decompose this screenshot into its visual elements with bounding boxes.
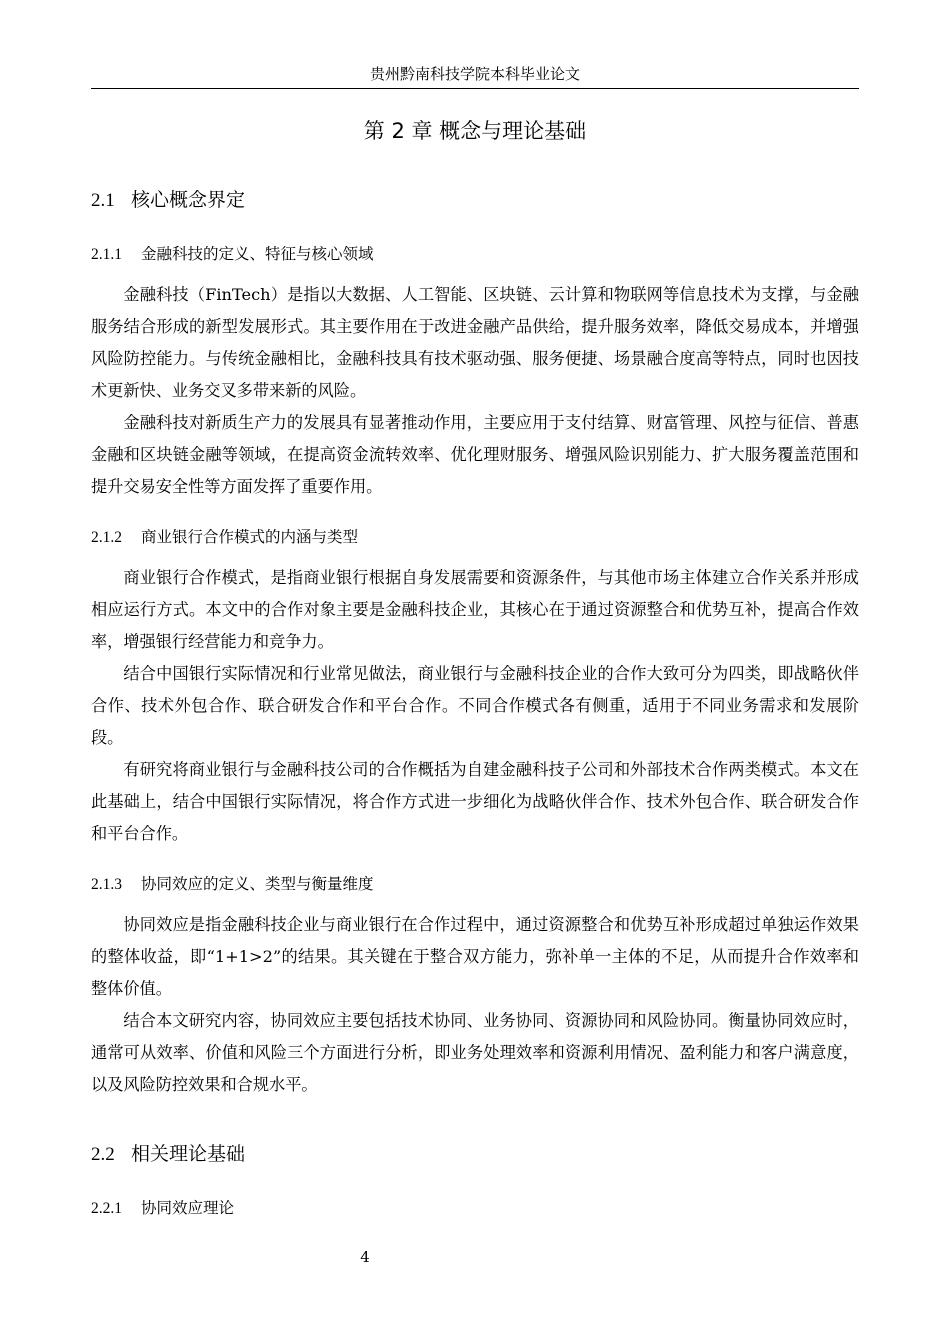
subsection-number: 2.1.3 [91,876,122,893]
section-heading-2-2 [91,1140,245,1169]
section-heading-2-1 [91,186,245,215]
chapter-title: 第 2 章 概念与理论基础 [363,119,587,143]
subsection-heading-2-1-3 [91,871,374,898]
section-number: 2.1 [91,190,115,211]
subsection-heading-2-2-1 [91,1195,234,1222]
paragraph: 金融科技对新质生产力的发展具有显著推动作用，主要应用于支付结算、财富管理、风控与征信、普惠金融和区块链金融等领域，在提高资金流转效率、优化理财服务、增强风险识别能力、扩大服务覆盖范围和提升交易安全性等方面发挥了重要作用。 [91,413,859,496]
running-header: 贵州黔南科技学院本科毕业论文 [369,65,580,83]
subsection-title: 金融科技的定义、特征与核心领域 [141,245,374,263]
section-title: 相关理论基础 [131,1143,246,1165]
subsection-title: 协同效应理论 [141,1199,235,1217]
paragraph: 金融科技（FinTech）是指以大数据、人工智能、区块链、云计算和物联网等信息技术为支撑，与金融服务结合形成的新型发展形式。其主要作用在于改进金融产品供给，提升服务效率，降低交易成本，并增强风险防控能力。与传统金融相比，金融科技具有技术驱动强、服务便捷、场景融合度高等特点，同时也因技术更新快、业务交叉多带来新的风险。 [91,285,859,400]
subsection-heading-2-1-1 [91,241,374,268]
section-number: 2.2 [91,1144,115,1165]
paragraph: 有研究将商业银行与金融科技公司的合作概括为自建金融科技子公司和外部技术合作两类模式。本文在此基础上，结合中国银行实际情况，将合作方式进一步细化为战略伙伴合作、技术外包合作、联合研发合作和平台合作。 [91,760,859,843]
subsection-heading-2-1-2 [91,524,358,551]
paragraph: 结合中国银行实际情况和行业常见做法，商业银行与金融科技企业的合作大致可分为四类，即战略伙伴合作、技术外包合作、联合研发合作和平台合作。不同合作模式各有侧重，适用于不同业务需求和发展阶段。 [91,664,859,747]
section-title: 核心概念界定 [131,189,246,211]
subsection-title: 商业银行合作模式的内涵与类型 [141,528,359,546]
header-rule [91,88,859,89]
subsection-number: 2.1.2 [91,529,122,546]
subsection-title: 协同效应的定义、类型与衡量维度 [141,875,374,893]
subsection-number: 2.2.1 [91,1200,122,1217]
page-number: 4 [360,1248,370,1266]
paragraph: 协同效应是指金融科技企业与商业银行在合作过程中，通过资源整合和优势互补形成超过单独运作效果的整体收益，即“1+1>2”的结果。其关键在于整合双方能力，弥补单一主体的不足，从而提升合作效率和整体价值。 [91,915,859,998]
paragraph: 结合本文研究内容，协同效应主要包括技术协同、业务协同、资源协同和风险协同。衡量协同效应时，通常可从效率、价值和风险三个方面进行分析，即业务处理效率和资源利用情况、盈利能力和客户满意度，以及风险防控效果和合规水平。 [91,1011,859,1094]
paragraph: 商业银行合作模式，是指商业银行根据自身发展需要和资源条件，与其他市场主体建立合作关系并形成相应运行方式。本文中的合作对象主要是金融科技企业，其核心在于通过资源整合和优势互补，提高合作效率，增强银行经营能力和竞争力。 [91,568,859,651]
subsection-number: 2.1.1 [91,246,122,263]
